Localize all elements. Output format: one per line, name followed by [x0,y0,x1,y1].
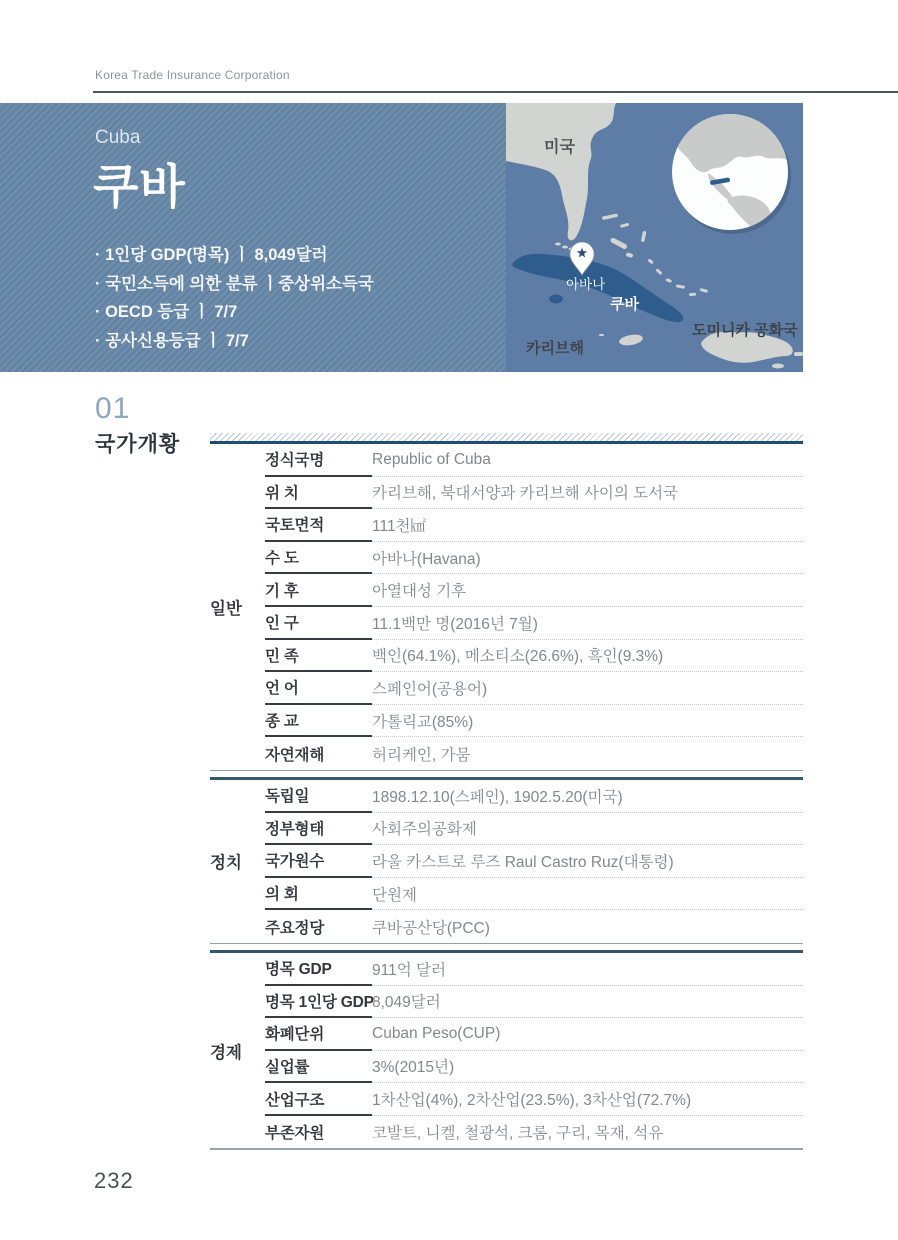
row-value: 1차산업(4%), 2차산업(23.5%), 3차산업(72.7%) [372,1083,803,1116]
map-label-usa: 미국 [544,139,575,156]
table-group-rows [265,780,803,943]
row-label: 정부형태 [265,813,372,846]
row-value: 11.1백만 명(2016년 7월) [372,607,803,640]
section-title: 국가개황 [95,433,181,456]
row-value: 스페인어(공용어) [372,672,803,705]
table-row [265,910,803,943]
table-row [265,705,803,738]
row-label: 실업률 [265,1051,372,1084]
row-value: 라울 카스트로 루즈 Raul Castro Ruz(대통령) [372,845,803,878]
table-bottom-rule [210,1148,803,1150]
row-value: 쿠바공산당(PCC) [372,919,490,937]
table-group-rows [265,953,803,1149]
table-group-label: 정치 [210,854,242,873]
map-label-cuba: 쿠바 [610,296,639,313]
row-value: 3%(2015년) [372,1051,803,1084]
table-row [265,1051,803,1084]
row-label: 정식국명 [265,444,372,477]
row-label: 기 후 [265,574,372,607]
cayman-island [599,334,604,336]
row-value: 111천㎢ [372,509,803,542]
table-group-label: 경제 [210,1043,242,1062]
row-label: 인 구 [265,607,372,640]
row-label: 자연재해 [265,746,325,764]
table-row [265,574,803,607]
row-label: 위 치 [265,477,372,510]
table-row [265,1116,803,1149]
row-value: 카리브해, 북대서양과 카리브해 사이의 도서국 [372,477,803,510]
table-group [210,444,803,770]
location-map [506,103,803,372]
section-number: 01 [95,392,131,425]
table-row [265,1018,803,1051]
group-divider [210,770,803,780]
table-group-label: 일반 [210,599,242,618]
country-banner [0,103,506,372]
table-row [265,1083,803,1116]
page-number: 232 [94,1168,134,1193]
row-label: 독립일 [265,780,372,813]
row-label: 산업구조 [265,1083,372,1116]
key-indicator-list [95,241,374,355]
country-overview-table [210,433,803,1150]
row-value: 허리케인, 가뭄 [372,746,471,764]
country-name-english: Cuba [95,127,141,148]
table-row [265,477,803,510]
key-indicator-item: · 1인당 GDP(명목) ㅣ 8,049달러 [95,246,328,264]
florida-keys-island [562,246,568,249]
table-row [265,607,803,640]
row-value: 1898.12.10(스페인), 1902.5.20(미국) [372,780,803,813]
puerto-rico-island [794,352,803,356]
row-label: 언 어 [265,672,372,705]
row-label: 주요정당 [265,919,325,937]
row-label: 의 회 [265,878,372,911]
table-group [210,780,803,943]
key-indicator-item: · OECD 등급 ㅣ 7/7 [95,303,238,321]
table-row [265,953,803,986]
table-group [210,953,803,1149]
row-label: 화폐단위 [265,1018,372,1051]
table-row [265,813,803,846]
row-value: 아바나(Havana) [372,542,803,575]
small-island [772,364,784,369]
row-value: 코발트, 니켈, 철광석, 크롬, 구리, 목재, 석유 [372,1125,664,1143]
map-label-havana: 아바나 [566,277,606,292]
table-row [265,672,803,705]
row-value: 사회주의공화제 [372,813,803,846]
table-row [265,542,803,575]
florida-keys-island [555,243,561,246]
map-label-caribbean-sea: 카리브해 [526,340,584,357]
row-label: 국토면적 [265,509,372,542]
row-value: 911억 달러 [372,953,803,986]
country-name-korean: 쿠바 [93,160,186,213]
row-label: 명목 1인당 GDP [265,986,372,1019]
row-value: Cuban Peso(CUP) [372,1018,803,1051]
header-rule [93,91,898,93]
key-indicator-item: · 공사신용등급 ㅣ 7/7 [95,331,249,350]
row-label: 명목 GDP [265,953,372,986]
corporation-name: Korea Trade Insurance Corporation [95,68,290,82]
row-value: 아열대성 기후 [372,574,803,607]
table-row [265,509,803,542]
map-label-dominican-republic: 도미니카 공화국 [692,322,798,339]
table-row [265,780,803,813]
table-row [265,444,803,477]
row-value: Republic of Cuba [372,444,803,477]
key-indicator-item: · 국민소득에 의한 분류 ㅣ중상위소득국 [95,274,374,293]
row-label: 수 도 [265,542,372,575]
table-groups [210,444,803,1150]
row-value: 단원제 [372,878,803,911]
isla-de-la-juventud [549,295,563,304]
row-label: 민 족 [265,640,372,673]
group-divider [210,943,803,953]
table-top-hatch-bar [210,433,803,444]
row-value: 백인(64.1%), 메소티소(26.6%), 흑인(9.3%) [372,640,803,673]
row-value: 8,049달러 [372,986,803,1019]
table-row [265,845,803,878]
row-value: 가톨릭교(85%) [372,705,803,738]
table-row [265,640,803,673]
table-row [265,986,803,1019]
map-graphic [506,103,803,372]
row-label: 부존자원 [265,1125,325,1143]
row-label: 국가원수 [265,845,372,878]
table-row [265,878,803,911]
row-label: 종 교 [265,705,372,738]
table-row [265,737,803,770]
table-group-rows [265,444,803,770]
